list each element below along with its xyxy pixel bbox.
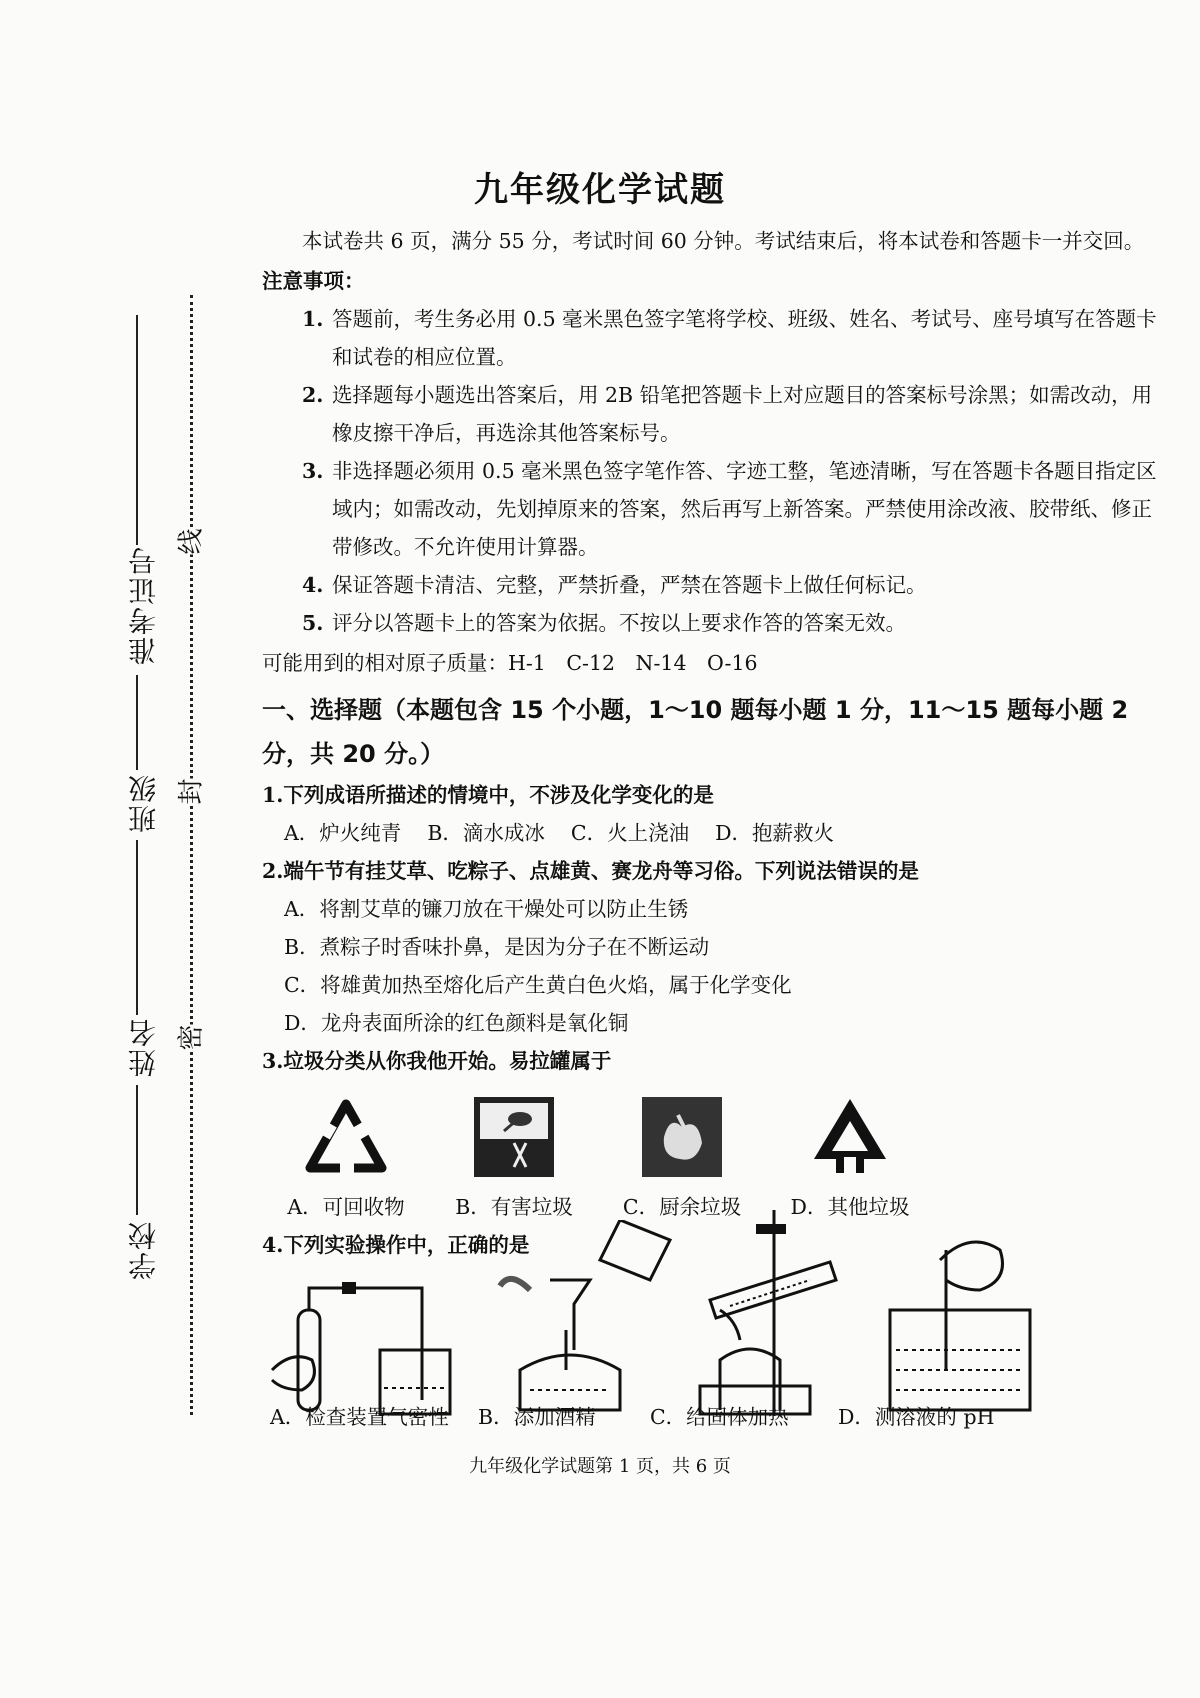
option-a: A．检查装置气密性 (270, 1405, 449, 1429)
kitchen-waste-icon (642, 1097, 722, 1177)
option-b: B．添加酒精 (478, 1405, 596, 1429)
question-3-stem: 3.垃圾分类从你我他开始。易拉罐属于 (262, 1049, 612, 1073)
option-d: D．龙舟表面所涂的红色颜料是氧化铜 (284, 1011, 629, 1035)
notice-item: 1. 答题前，考生务必用 0.5 毫米黑色签字笔将学校、班级、姓名、考试号、座号填写在答题卡和试卷的相应位置。 (302, 307, 1157, 369)
question-1-options (284, 814, 1162, 852)
option-c: C．将雄黄加热至熔化后产生黄白色火焰，属于化学变化 (284, 973, 792, 997)
option-a: A．将割艾草的镰刀放在干燥处可以防止生锈 (284, 897, 689, 921)
option-b: B．煮粽子时香味扑鼻，是因为分子在不断运动 (284, 935, 710, 959)
add-alcohol-figure (480, 1220, 680, 1420)
option-d: D．其他垃圾 (790, 1195, 910, 1219)
atomic-masses: 可能用到的相对原子质量：H-1 C-12 N-14 O-16 (262, 651, 758, 675)
seal-char-secret: 密 (165, 1024, 214, 1050)
option-c: C．火上浇油 (570, 821, 690, 845)
other-waste-icon (808, 1095, 892, 1179)
exam-content (262, 222, 1162, 1264)
seal-char-line: 线 (165, 528, 214, 554)
notice-item: 2. 选择题每小题选出答案后，用 2B 铅笔把答题卡上对应题目的答案标号涂黑；如需改动，用橡皮擦干净后，再选涂其他答案标号。 (302, 383, 1153, 445)
notice-item: 3. 非选择题必须用 0.5 毫米黑色签字笔作答、字迹工整，笔迹清晰，写在答题卡各题目指定区域内；如需改动，先划掉原来的答案，然后再写上新答案。严禁使用涂改液、胶带纸、修正带修改。不允许使用计算器。 (302, 459, 1157, 559)
waste-icons (262, 1092, 1162, 1182)
field-underline (136, 675, 138, 770)
option-b: B．滴水成冰 (427, 821, 545, 845)
section-heading: 一、选择题（本题包含 15 个小题，1～10 题每小题 1 分，11～15 题每小题 2 分，共 20 分。） (262, 696, 1129, 768)
option-c: C．厨余垃圾 (622, 1195, 742, 1219)
field-underline (136, 840, 138, 1015)
option-d: D．测溶液的 pH (838, 1405, 995, 1429)
seal-char-seal: 封 (165, 778, 214, 804)
class-label: 班级 (127, 773, 160, 833)
option-a: A．炉火纯青 (284, 821, 402, 845)
option-c: C．给固体加热 (650, 1405, 789, 1429)
measure-ph-figure (880, 1220, 1050, 1420)
seal-dotted-line (190, 295, 193, 1415)
airtightness-check-figure (262, 1240, 462, 1420)
page-footer: 九年级化学试题第 1 页，共 6 页 (469, 1456, 731, 1477)
option-d: D．抱薪救火 (715, 821, 835, 845)
option-b: B．有害垃圾 (455, 1195, 573, 1219)
option-a: A．可回收物 (287, 1195, 405, 1219)
notice-item: 4. 保证答题卡清洁、完整，严禁折叠，严禁在答题卡上做任何标记。 (302, 573, 927, 597)
field-underline (136, 315, 138, 545)
recycle-icon (300, 1096, 392, 1178)
notice-list (302, 300, 1162, 642)
notice-item: 5. 评分以答题卡上的答案为依据。不按以上要求作答的答案无效。 (302, 611, 906, 635)
hazardous-waste-icon (474, 1097, 554, 1177)
question-2-stem: 2.端午节有挂艾草、吃粽子、点雄黄、赛龙舟等习俗。下列说法错误的是 (262, 859, 919, 883)
binding-margin (120, 295, 220, 1415)
school-label: 学校 (127, 1220, 160, 1280)
exam-intro: 本试卷共 6 页，满分 55 分，考试时间 60 分钟。考试结束后，将本试卷和答题卡一并交回。 (302, 229, 1145, 253)
exam-number-label: 准考证号 (127, 545, 160, 665)
name-label: 姓名 (127, 1017, 160, 1077)
question-4-stem: 4.下列实验操作中，正确的是 (262, 1233, 530, 1257)
question-4-figures (262, 1210, 1162, 1420)
question-1-stem: 1.下列成语所描述的情境中，不涉及化学变化的是 (262, 783, 714, 807)
exam-title: 九年级化学试题 (474, 170, 726, 210)
heat-solid-figure (680, 1210, 880, 1420)
notice-heading: 注意事项： (262, 269, 365, 293)
field-underline (136, 1085, 138, 1215)
